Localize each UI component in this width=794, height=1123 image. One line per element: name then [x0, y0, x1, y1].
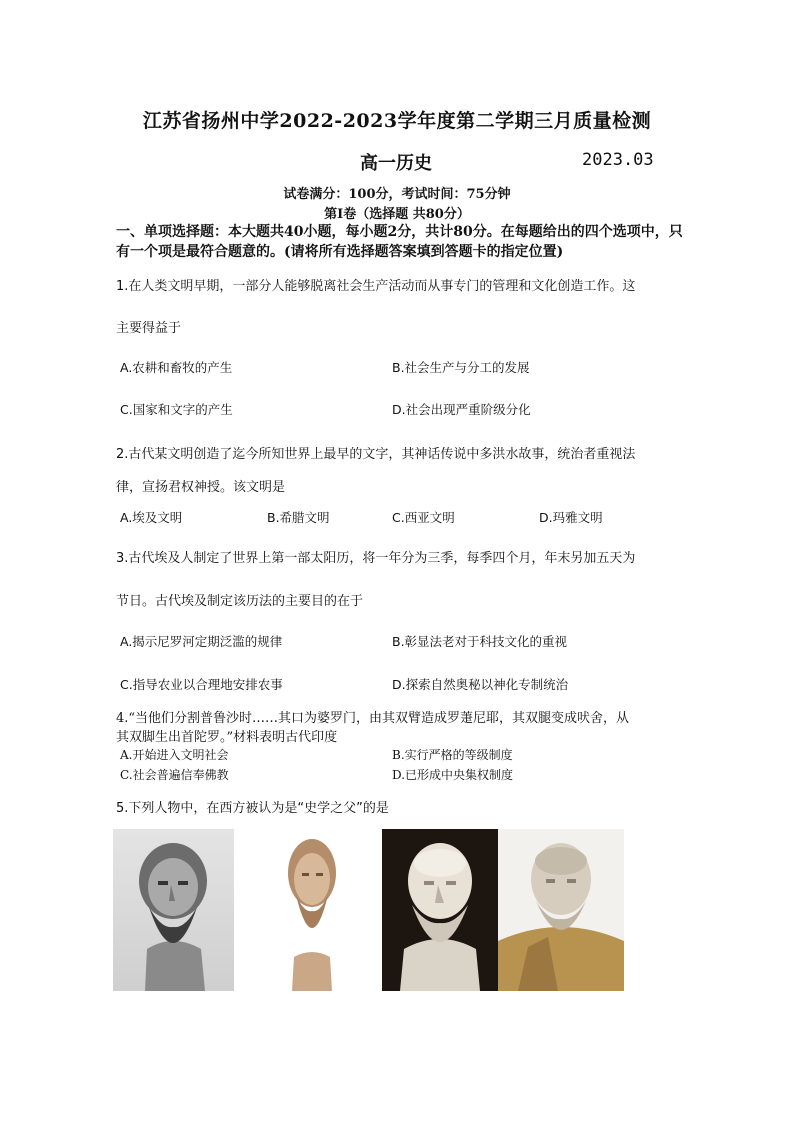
- question-3-option-d: D.探索自然奥秘以神化专制统治: [392, 677, 569, 692]
- question-2-line-1: 2.古代某文明创造了迄今所知世界上最早的文字，其神话传说中多洪水故事，统治者重视法: [116, 447, 636, 462]
- question-1-line-1: 1.在人类文明早期，一部分人能够脱离社会生产活动而从事专门的管理和文化创造工作。这: [116, 279, 636, 294]
- question-4-line-2: 其双脚生出首陀罗。”材料表明古代印度: [116, 730, 338, 745]
- question-1-option-b: B.社会生产与分工的发展: [392, 360, 530, 375]
- question-3-line-2: 节日。古代埃及制定该历法的主要目的在于: [116, 594, 364, 609]
- question-1-option-c: C.国家和文字的产生: [120, 402, 233, 417]
- question-1-line-2: 主要得益于: [116, 321, 182, 336]
- exam-info: 试卷满分：100分，考试时间：75分钟: [283, 187, 511, 202]
- question-2-option-b: B.希腊文明: [267, 510, 330, 525]
- question-3-option-c: C.指导农业以合理地安排农事: [120, 677, 283, 692]
- subject-title: 高一历史: [360, 153, 432, 174]
- section-heading: 一、单项选择题：本大题共40小题，每小题2分，共计80分。在每题给出的四个选项中，只有一个项是最符合题意的。(请将所有选择题答案填到答题卡的指定位置): [116, 224, 683, 260]
- question-2-option-c: C.西亚文明: [392, 510, 455, 525]
- question-2-option-a: A.埃及文明: [120, 510, 183, 525]
- question-1-option-a: A.农耕和畜牧的产生: [120, 360, 233, 375]
- bust-photo-a: [113, 829, 234, 991]
- question-4-line-1: 4.“当他们分割普鲁沙时……其口为婆罗门，由其双臂造成罗萐尼耶，其双腿变成吠舍，从: [116, 711, 630, 726]
- question-3-line-1: 3.古代埃及人制定了世界上第一部太阳历，将一年分为三季，每季四个月，年末另加五天为: [116, 551, 636, 566]
- volume-title: 第Ⅰ卷（选择题 共80分）: [324, 207, 470, 222]
- exam-title: 江苏省扬州中学2022-2023学年度第二学期三月质量检测: [142, 110, 652, 132]
- question-5-line-1: 5.下列人物中，在西方被认为是“史学之父”的是: [116, 801, 389, 816]
- question-4-option-b: B.实行严格的等级制度: [392, 748, 513, 762]
- question-4-option-c: C.社会普遍信奉佛教: [120, 768, 229, 782]
- exam-date: 2023.03: [582, 150, 654, 170]
- bust-photo-d: [498, 829, 624, 991]
- bust-photo-b: [246, 829, 376, 991]
- bust-photo-c: [382, 829, 498, 991]
- question-4-option-d: D.已形成中央集权制度: [392, 768, 514, 782]
- question-3-option-a: A.揭示尼罗河定期泛滥的规律: [120, 634, 283, 649]
- question-3-option-b: B.彰显法老对于科技文化的重视: [392, 634, 568, 649]
- question-1-option-d: D.社会出现严重阶级分化: [392, 402, 531, 417]
- question-2-line-2: 律，宣扬君权神授。该文明是: [116, 480, 286, 495]
- question-4-option-a: A.开始进入文明社会: [120, 748, 229, 762]
- question-2-option-d: D.玛雅文明: [539, 510, 603, 525]
